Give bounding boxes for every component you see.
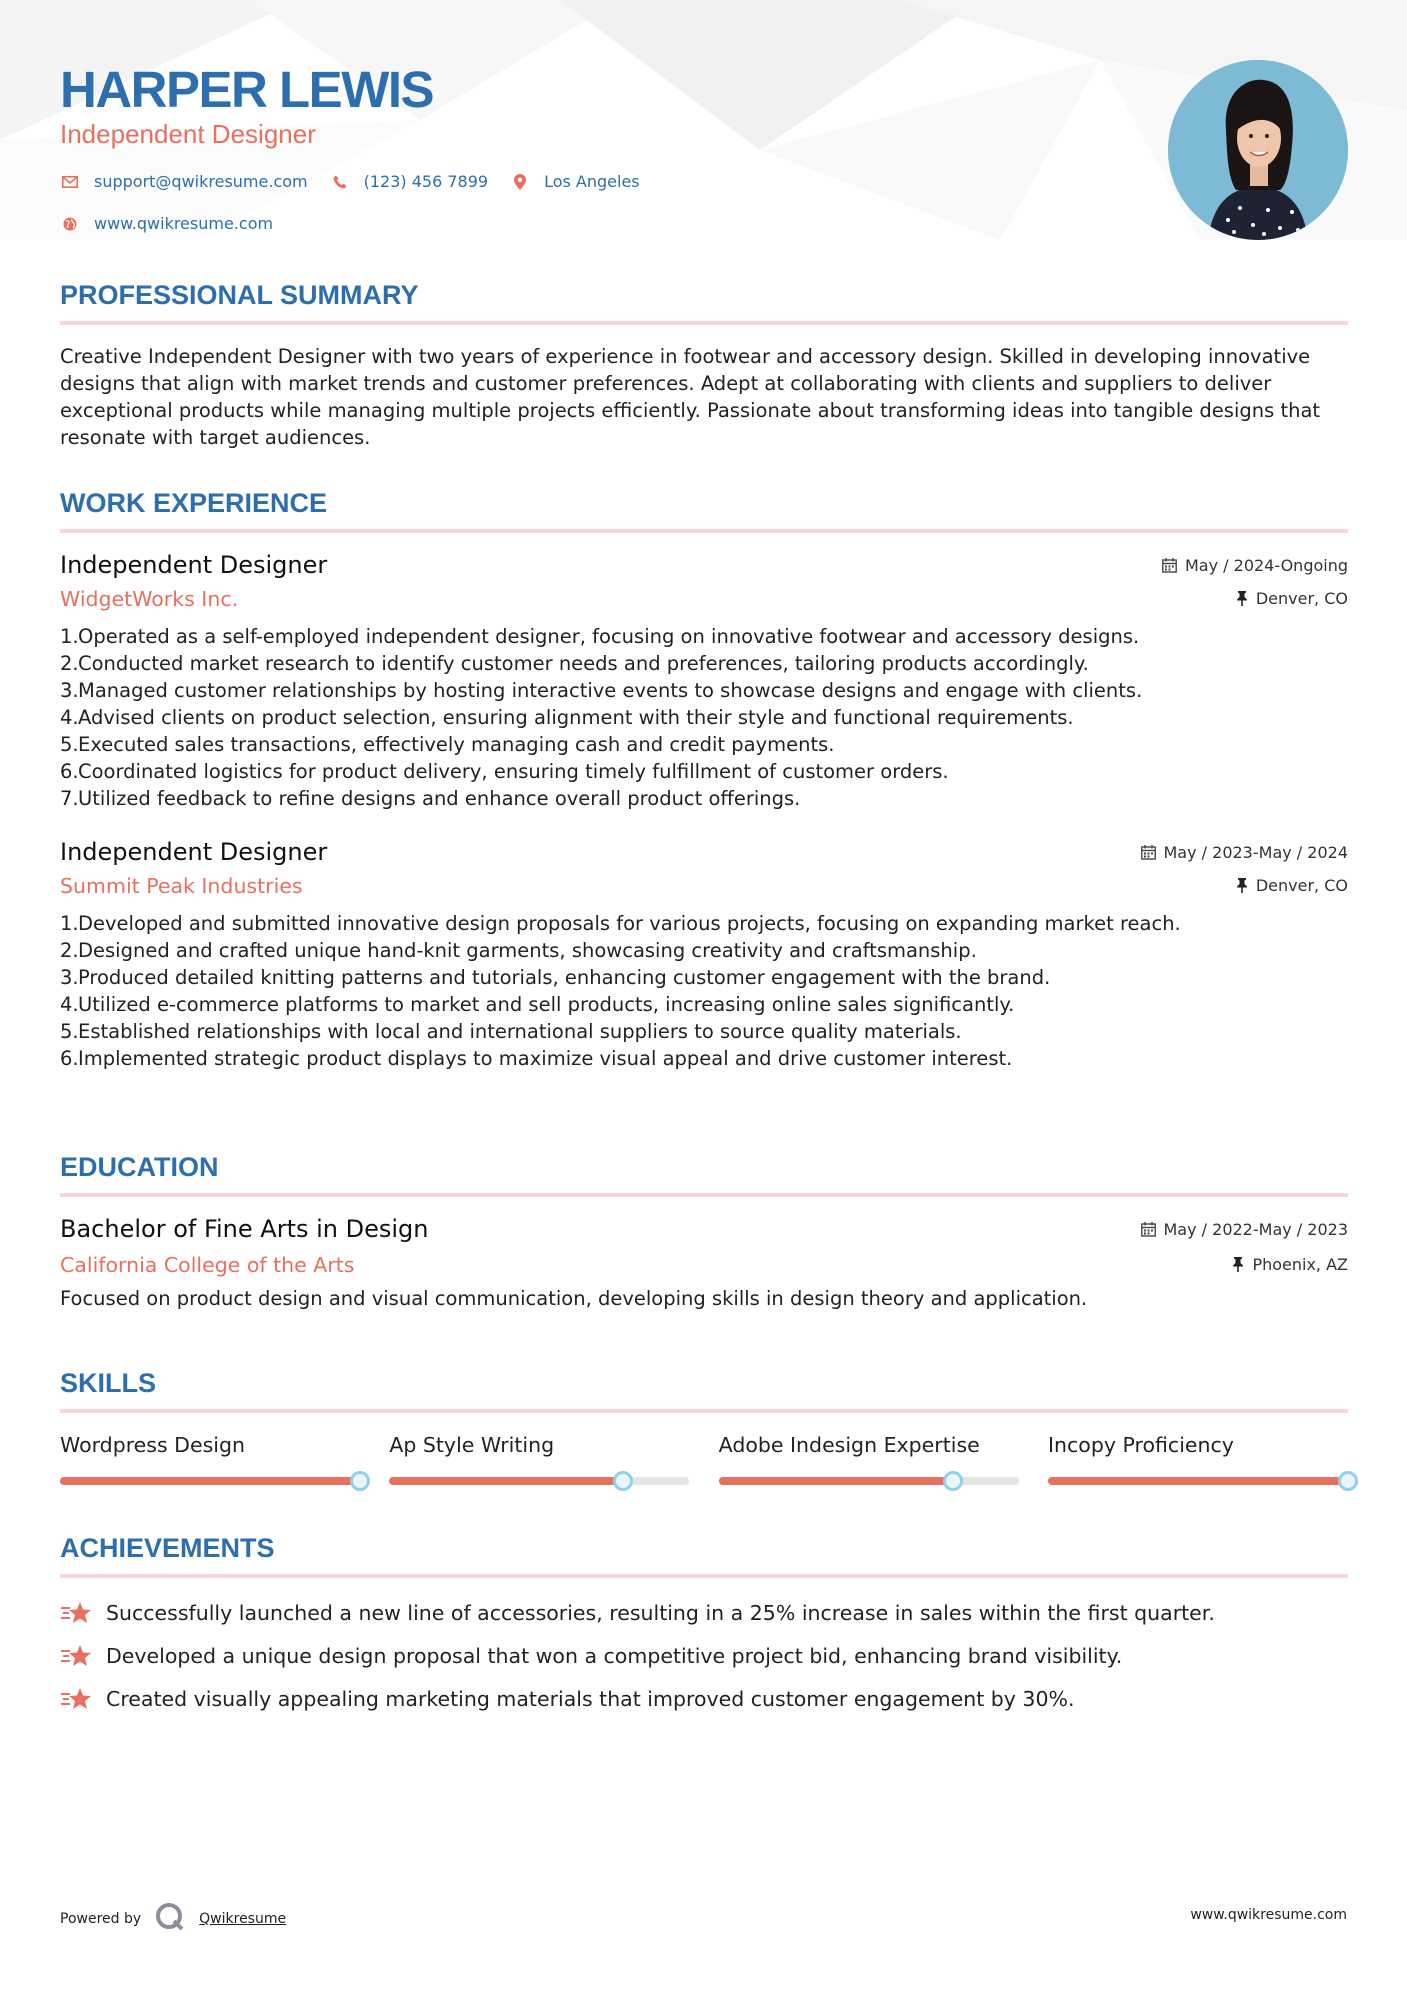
footer-website[interactable]: www.qwikresume.com xyxy=(1190,1907,1347,1923)
list-item: 5. Established relationships with local and international suppliers to source quality materials. xyxy=(60,1020,962,1043)
skill-bar-fill xyxy=(389,1477,623,1485)
skill-bar xyxy=(719,1477,1019,1485)
list-item: 6. Coordinated logistics for product delivery, ensuring timely fulfillment of customer orders. xyxy=(60,760,949,783)
skill-bar-fill xyxy=(1048,1477,1348,1485)
shooting-star-icon xyxy=(60,1643,106,1669)
profile-photo xyxy=(1168,60,1348,240)
education-dates-text: May / 2022-May / 2023 xyxy=(1163,1220,1348,1239)
education-location-text: Phoenix, AZ xyxy=(1252,1255,1348,1274)
contact-row xyxy=(60,172,662,191)
experience-section xyxy=(60,488,1348,1072)
footer-branding xyxy=(60,1902,286,1936)
list-item: 4. Utilized e-commerce platforms to market and sell products, increasing online sales significantly. xyxy=(60,993,1015,1016)
achievements-heading: ACHIEVEMENTS xyxy=(60,1533,1348,1578)
list-item: 1. Developed and submitted innovative design proposals for various projects, focusing on expanding market reach. xyxy=(60,912,1181,935)
phone-icon xyxy=(330,175,350,189)
skill-name: Wordpress Design xyxy=(60,1433,245,1457)
powered-by-label: Powered by xyxy=(60,1911,142,1927)
achievements-section xyxy=(60,1533,1348,1729)
company-name: WidgetWorks Inc. xyxy=(60,587,239,611)
experience-heading: WORK EXPERIENCE xyxy=(60,488,1348,533)
candidate-role: Independent Designer xyxy=(60,119,316,149)
email-text[interactable]: support@qwikresume.com xyxy=(94,172,308,191)
skills-heading: SKILLS xyxy=(60,1368,1348,1413)
job-location-text: Denver, CO xyxy=(1255,589,1348,608)
job-dates-text: May / 2023-May / 2024 xyxy=(1163,843,1348,862)
education-section xyxy=(60,1152,1348,1312)
achievement-item xyxy=(60,1643,1348,1669)
skill-bar xyxy=(60,1477,360,1485)
achievement-text: Created visually appealing marketing materials that improved customer engagement by 30%. xyxy=(106,1687,1075,1711)
job-dates xyxy=(1141,843,1349,862)
job-title: Independent Designer xyxy=(60,838,328,866)
summary-section xyxy=(60,280,1348,451)
education-location xyxy=(1232,1255,1348,1274)
job-bullets xyxy=(60,623,1348,812)
qwikresume-logo-icon xyxy=(155,1902,185,1936)
achievements-list xyxy=(60,1600,1348,1712)
location-text: Los Angeles xyxy=(544,172,640,191)
pin-icon xyxy=(1236,878,1248,893)
summary-heading: PROFESSIONAL SUMMARY xyxy=(60,280,1348,325)
skill-item xyxy=(389,1433,689,1485)
list-item: 5. Executed sales transactions, effectively managing cash and credit payments. xyxy=(60,733,835,756)
skill-item xyxy=(719,1433,1019,1485)
achievement-text: Successfully launched a new line of accessories, resulting in a 25% increase in sales within the first quarter. xyxy=(106,1601,1215,1625)
skill-item xyxy=(60,1433,360,1485)
job-entry xyxy=(60,838,1348,1072)
website-link[interactable]: www.qwikresume.com xyxy=(94,214,274,233)
phone-text[interactable]: (123) 456 7899 xyxy=(363,172,489,191)
summary-text: Creative Independent Designer with two years of experience in footwear and accessory design. Skilled in developing innovative designs that align with market trends and customer preferences. Adept at collaborating with clients and suppliers to deliver exceptional products while managing multiple projects efficiently. Passionate about transforming ideas into tangible designs that resonate with target audiences. xyxy=(60,345,1321,449)
achievement-item xyxy=(60,1600,1348,1626)
achievement-text: Developed a unique design proposal that won a competitive project bid, enhancing brand visibility. xyxy=(106,1644,1123,1668)
job-location xyxy=(1236,876,1348,895)
list-item: 6. Implemented strategic product displays to maximize visual appeal and drive customer interest. xyxy=(60,1047,1013,1070)
skill-knob xyxy=(613,1471,633,1491)
skill-knob xyxy=(350,1471,370,1491)
pin-icon xyxy=(1236,591,1248,606)
job-title: Independent Designer xyxy=(60,551,328,579)
skill-bar xyxy=(1048,1477,1348,1485)
education-dates xyxy=(1141,1220,1349,1239)
website-item[interactable] xyxy=(60,214,273,233)
list-item: 1. Operated as a self-employed independent designer, focusing on innovative footwear and accessory designs. xyxy=(60,625,1140,648)
job-dates-text: May / 2024-Ongoing xyxy=(1185,556,1348,575)
list-item: 3. Managed customer relationships by hosting interactive events to showcase designs and engage with clients. xyxy=(60,679,1143,702)
school-name: California College of the Arts xyxy=(60,1253,355,1277)
email-item[interactable] xyxy=(60,172,308,191)
map-pin-icon xyxy=(510,174,530,190)
candidate-name: HARPER LEWIS xyxy=(60,61,434,118)
list-item: 4. Advised clients on product selection, ensuring alignment with their style and functional requirements. xyxy=(60,706,1074,729)
skill-name: Adobe Indesign Expertise xyxy=(718,1433,980,1457)
list-item: 2. Conducted market research to identify customer needs and preferences, tailoring products accordingly. xyxy=(60,652,1089,675)
skill-name: Incopy Proficiency xyxy=(1047,1433,1234,1457)
qwikresume-link[interactable]: Qwikresume xyxy=(199,1911,287,1927)
skill-item xyxy=(1048,1433,1348,1485)
list-item: 2. Designed and crafted unique hand-knit garments, showcasing creativity and craftsmanship. xyxy=(60,939,977,962)
education-description: Focused on product design and visual communication, developing skills in design theory and application. xyxy=(60,1287,1088,1310)
job-bullets xyxy=(60,910,1348,1072)
education-heading: EDUCATION xyxy=(60,1152,1348,1197)
job-location-text: Denver, CO xyxy=(1255,876,1348,895)
location-item xyxy=(510,172,640,191)
calendar-icon xyxy=(1141,1222,1156,1237)
skill-name: Ap Style Writing xyxy=(389,1433,555,1457)
shooting-star-icon xyxy=(60,1686,106,1712)
list-item: 7. Utilized feedback to refine designs and enhance overall product offerings. xyxy=(60,787,801,810)
skill-bar xyxy=(389,1477,689,1485)
pin-icon xyxy=(1232,1257,1244,1272)
skill-bar-fill xyxy=(719,1477,953,1485)
calendar-icon xyxy=(1141,845,1156,860)
calendar-icon xyxy=(1162,558,1177,573)
list-item: 3. Produced detailed knitting patterns and tutorials, enhancing customer engagement with the brand. xyxy=(60,966,1051,989)
envelope-icon xyxy=(60,176,80,188)
job-entry xyxy=(60,551,1348,812)
company-name: Summit Peak Industries xyxy=(60,874,303,898)
phone-item[interactable] xyxy=(330,172,488,191)
website-row xyxy=(60,214,295,233)
skill-knob xyxy=(943,1471,963,1491)
skills-list xyxy=(60,1433,1348,1485)
skill-bar-fill xyxy=(60,1477,360,1485)
job-dates xyxy=(1162,556,1348,575)
achievement-item xyxy=(60,1686,1348,1712)
globe-icon xyxy=(60,217,80,231)
job-location xyxy=(1236,589,1348,608)
shooting-star-icon xyxy=(60,1600,106,1626)
degree-title: Bachelor of Fine Arts in Design xyxy=(60,1215,429,1243)
skill-knob xyxy=(1338,1471,1358,1491)
skills-section xyxy=(60,1368,1348,1485)
